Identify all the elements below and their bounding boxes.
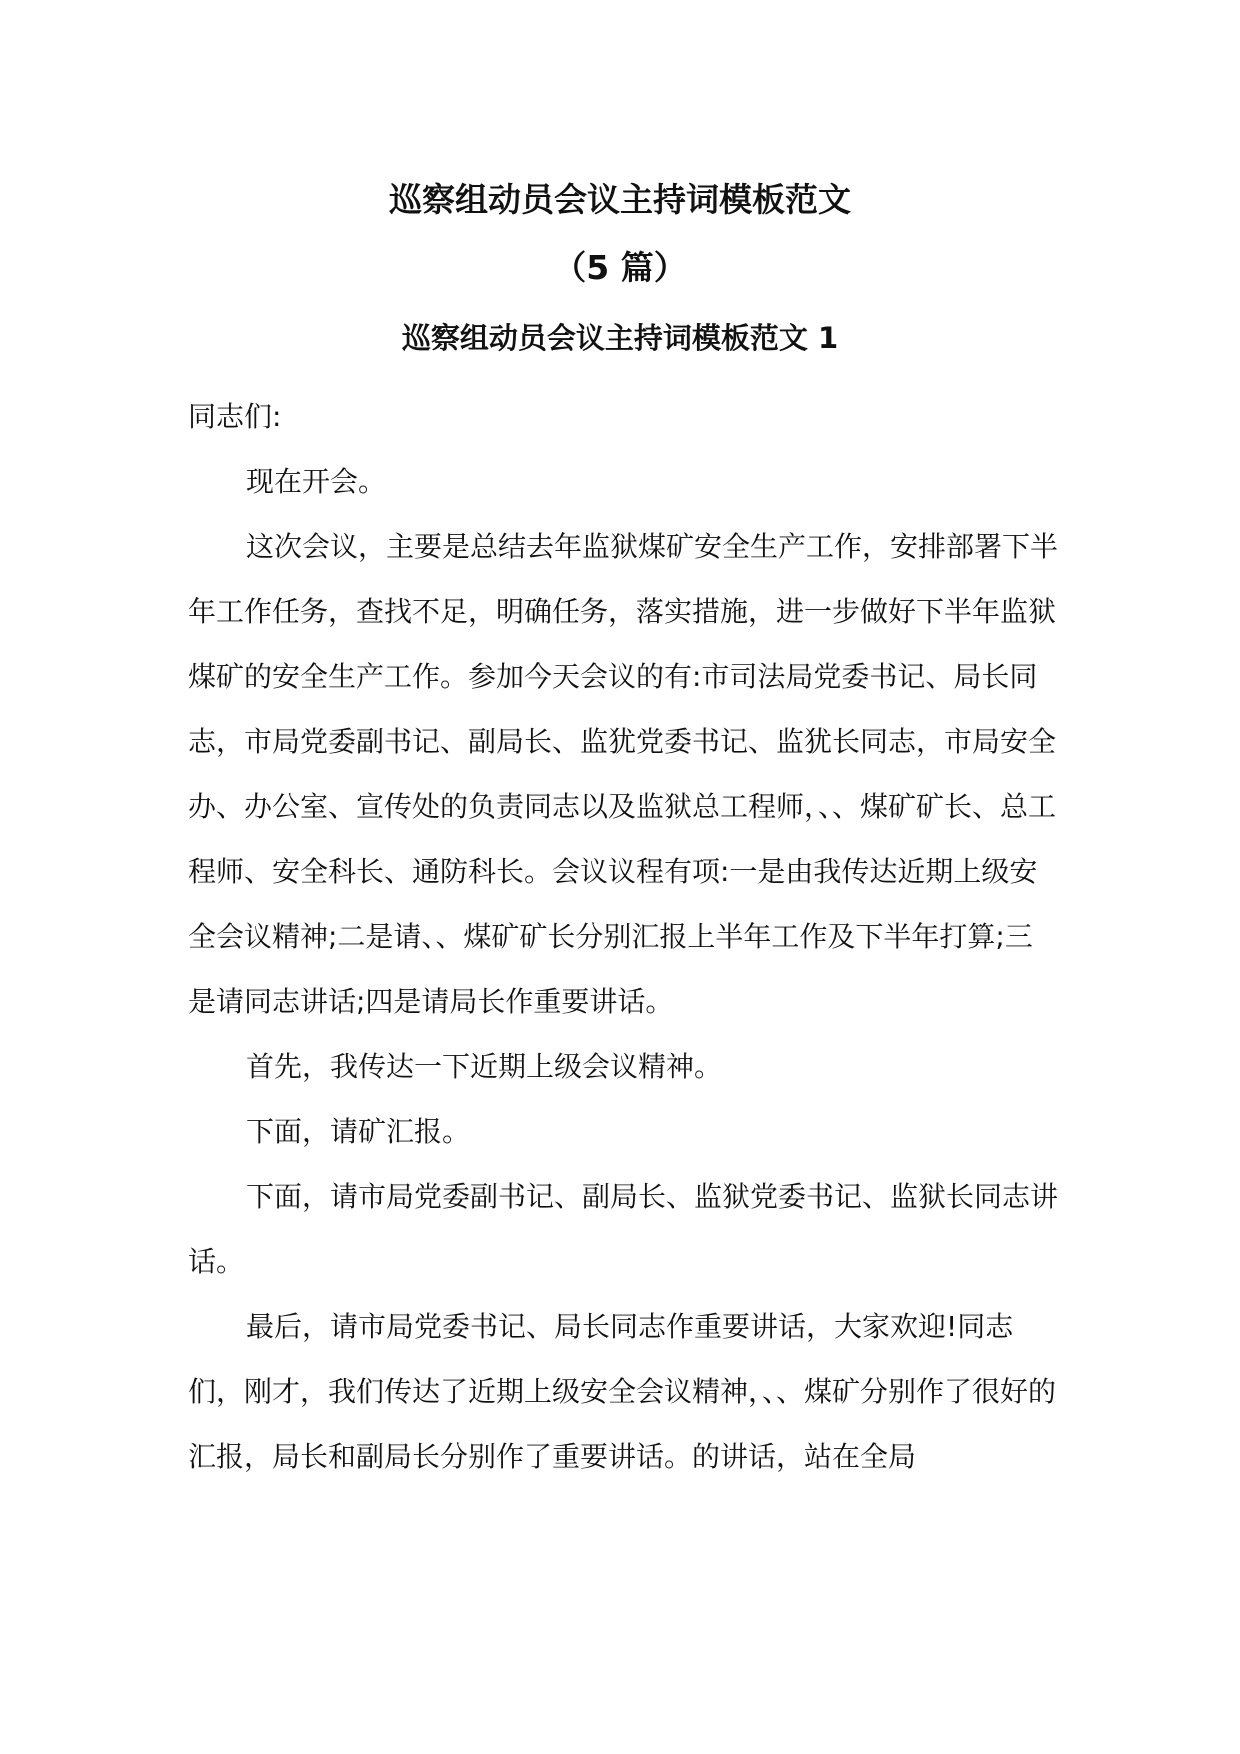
section-heading: 巡察组动员会议主持词模板范文 1 [401,321,839,355]
document-title-count: （5 篇） [553,248,687,287]
document-title: 巡察组动员会议主持词模板范文 [389,180,851,219]
paragraph: 下面，请矿汇报。 [246,1115,471,1148]
paragraph: 首先，我传达一下近期上级会议精神。 [246,1050,723,1083]
paragraph: 下面，请市局党委副书记、副局长、监狱党委书记、监狱长同志讲话。 [188,1180,1059,1278]
paragraph: 这次会议，主要是总结去年监狱煤矿安全生产工作，安排部署下半年工作任务，查找不足，明确任务，落实措施，进一步做好下半年监狱煤矿的安全生产工作。参加今天会议的有:市司法局党委书记、局长同志，市局党委副书记、副局长、监犹党委书记、监犹长同志，市局安全办、办公室、宣传处的负责同志以及监狱总工程师，、、煤矿矿长、总工程师、安全科长、通防科长。会议议程有项:一是由我传达近期上级安全会议精神;二是请、、煤矿矿长分别汇报上半年工作及下半年打算;三是请同志讲话;四是请局长作重要讲话。 [188,530,1059,1018]
paragraph: 现在开会。 [246,465,387,498]
paragraph: 最后，请市局党委书记、局长同志作重要讲话，大家欢迎!同志们，刚才，我们传达了近期上级安全会议精神，、、煤矿分别作了很好的汇报，局长和副局长分别作了重要讲话。的讲话，站在全局 [188,1310,1057,1473]
document-body [188,384,1060,1489]
salutation: 同志们: [188,400,282,433]
